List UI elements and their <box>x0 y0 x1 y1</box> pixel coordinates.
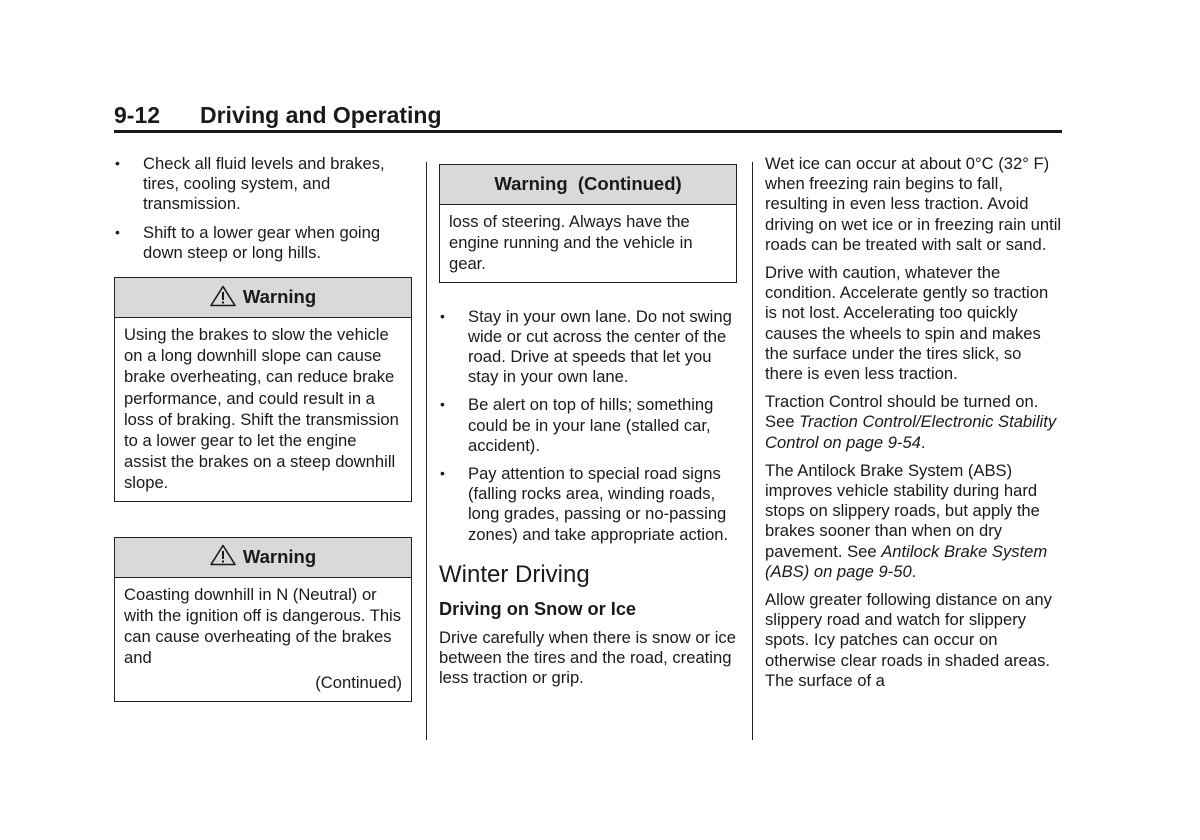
subheading-snow-ice: Driving on Snow or Ice <box>439 598 637 619</box>
list-item-text: Shift to a lower gear when going down steep or long hills. <box>143 222 381 262</box>
list-item <box>439 307 737 388</box>
column-2 <box>439 154 737 696</box>
warning-header <box>115 278 411 318</box>
column-1 <box>114 154 412 702</box>
column-divider-left <box>426 162 427 740</box>
continued-label: (Continued) <box>315 673 402 693</box>
list-item <box>114 223 412 263</box>
heading-winter-driving: Winter Driving <box>439 560 590 588</box>
bullet-icon: • <box>115 223 120 240</box>
warning-box-continued <box>439 164 737 283</box>
paragraph-traction-control <box>765 392 1063 453</box>
bullet-icon: • <box>440 307 445 324</box>
list-item-text: Check all fluid levels and brakes, tires, cooling system, and transmission. <box>143 154 385 214</box>
paragraph-abs <box>765 461 1063 582</box>
warning-header <box>115 538 411 578</box>
warning-box-brakes <box>114 277 412 502</box>
page-number: 9-12 <box>114 102 161 128</box>
list-item-text: Pay attention to special road signs (falling rocks area, winding roads, long grades, passing or no-passing zones) and take appropriate action. <box>468 464 729 544</box>
warning-text: Coasting downhill in N (Neutral) or with the ignition off is dangerous. This can cause overheating of the brakes and <box>124 584 402 668</box>
column-3 <box>765 154 1063 699</box>
paragraph-caution: Drive with caution, whatever the condition. Accelerate gently so traction is not lost. Accelerating too quickly causes the wheels to spin and makes the surface under the tires slick, so there is even less traction. <box>765 263 1049 384</box>
list-item-text: Stay in your own lane. Do not swing wide or cut across the center of the road. Drive at speeds that let you stay in your own lane. <box>468 306 732 387</box>
warning-triangle-icon <box>210 285 236 307</box>
warning-body: Using the brakes to slow the vehicle on a long downhill slope can cause brake overheating, can reduce brake performance, and could result in a loss of braking. Shift the transmission to a lower gear to let the engine assist the brakes on a steep downhill slope. <box>124 325 399 493</box>
warning-box-coasting <box>114 537 412 702</box>
paragraph-text: . <box>920 432 926 452</box>
list-item <box>114 154 412 215</box>
list-item <box>439 464 737 545</box>
warning-title: Warning <box>242 286 317 308</box>
column-divider-right <box>752 162 753 740</box>
warning-body <box>115 578 411 701</box>
paragraph-text: Traction Control should be turned on. See <box>765 392 1039 432</box>
list-item-text: Be alert on top of hills; something could be in your lane (stalled car, accident). <box>468 395 714 455</box>
list-item <box>439 395 737 456</box>
section-title: Driving and Operating <box>200 102 442 128</box>
warning-header <box>440 165 736 205</box>
warning-triangle-icon <box>210 544 236 566</box>
cross-reference-abs[interactable]: Antilock Brake System (ABS) on page 9-50 <box>765 541 1048 581</box>
warning-title: Warning (Continued) <box>494 173 682 195</box>
cross-reference-traction-control[interactable]: Traction Control/Electronic Stability Control on page 9-54 <box>765 412 1057 452</box>
page-header <box>114 100 1062 133</box>
paragraph-text: . <box>911 561 917 581</box>
paragraph: Drive carefully when there is snow or ice between the tires and the road, creating less traction or grip. <box>439 627 736 688</box>
warning-body: loss of steering. Always have the engine running and the vehicle in gear. <box>449 212 693 274</box>
bullet-icon: • <box>115 155 120 171</box>
warning-title: Warning <box>242 546 317 568</box>
bullet-icon: • <box>440 465 445 482</box>
paragraph-following-distance: Allow greater following distance on any slippery road and watch for slippery spots. Icy patches can occur on otherwise clear roads in shaded areas. The surface of a <box>765 590 1052 690</box>
paragraph-text: The Antilock Brake System (ABS) improves vehicle stability during hard stops on slippery roads, but apply the brakes sooner than when on dry pavement. See <box>765 460 1040 561</box>
bullet-icon: • <box>440 396 445 413</box>
paragraph-wet-ice: Wet ice can occur at about 0°C (32° F) when freezing rain begins to fall, resulting in even less traction. Avoid driving on wet ice or in freezing rain until roads can be treated with salt or sand. <box>765 154 1062 254</box>
